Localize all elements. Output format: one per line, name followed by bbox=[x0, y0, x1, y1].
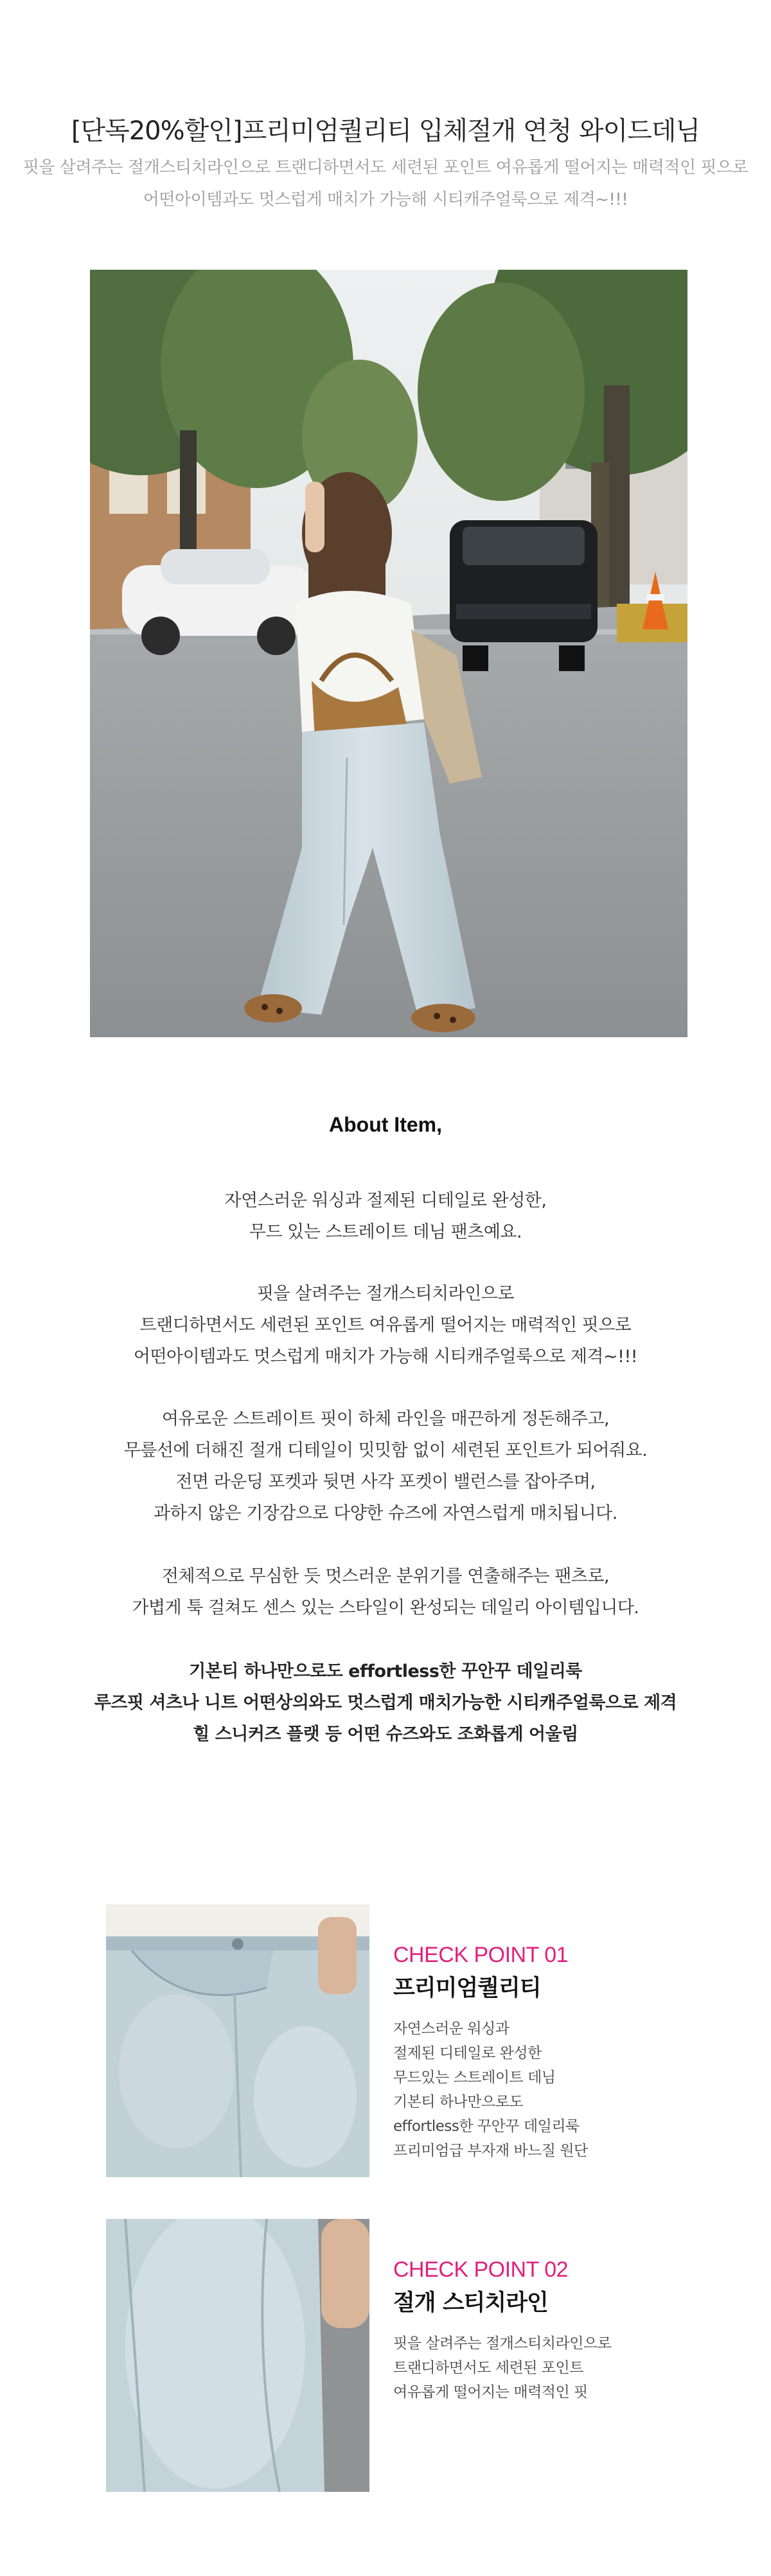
check-point-line: effortless한 꾸안꾸 데일리룩 bbox=[393, 2118, 580, 2135]
subtitle-line: 어떤아이템과도 멋스럽게 매치가 가능해 시티캐주얼룩으로 제격~!!! bbox=[143, 190, 628, 209]
check-point-02-description bbox=[393, 2331, 611, 2405]
check-point-02-label: CHECK POINT 02 bbox=[393, 2257, 569, 2282]
check-point-line: 기본티 하나만으로도 bbox=[393, 2094, 524, 2110]
street-model-photo-icon bbox=[90, 270, 687, 1037]
product-title: [단독20%할인]프리미엄퀄리티 입체절개 연청 와이드데님 bbox=[71, 116, 700, 146]
check-point-01-heading: 프리미엄퀄리티 bbox=[393, 1976, 541, 2001]
about-line: 무릎선에 더해진 절개 디테일이 밋밋함 없이 세련된 포인트가 되어줘요. bbox=[123, 1441, 648, 1460]
about-line: 무드 있는 스트레이트 데님 팬츠예요. bbox=[249, 1222, 522, 1242]
check-point-line: 여유롭게 떨어지는 매력적인 핏 bbox=[393, 2384, 588, 2401]
check-point-line: 자연스러운 워싱과 bbox=[393, 2020, 510, 2037]
check-point-line: 트랜디하면서도 세련된 포인트 bbox=[393, 2360, 583, 2376]
about-line: 핏을 살려주는 절개스티치라인으로 bbox=[257, 1284, 514, 1304]
about-line: 루즈핏 셔츠나 니트 어떤상의와도 멋스럽게 매치가능한 시티캐주얼룩으로 제격 bbox=[94, 1693, 677, 1713]
about-item-heading: About Item, bbox=[329, 1113, 442, 1136]
check-point-line: 프리미엄급 부자재 바느질 원단 bbox=[393, 2142, 588, 2159]
denim-pocket-closeup-photo-icon bbox=[106, 1904, 369, 2177]
about-line: 트랜디하면서도 세련된 포인트 여유롭게 떨어지는 매력적인 핏으로 bbox=[139, 1315, 632, 1335]
subtitle-line: 핏을 살려주는 절개스티치라인으로 트랜디하면서도 세련된 포인트 여유롭게 떨어지는 매력적인 핏으로 bbox=[22, 158, 749, 177]
check-point-02-heading: 절개 스티치라인 bbox=[393, 2290, 548, 2316]
check-point-01-photo bbox=[106, 1904, 369, 2177]
hero-street-photo bbox=[90, 270, 687, 1037]
check-point-01-description bbox=[393, 2017, 588, 2163]
about-line: 가볍게 툭 걸쳐도 센스 있는 스타일이 완성되는 데일리 아이템입니다. bbox=[132, 1598, 639, 1618]
check-point-line: 절제된 디테일로 완성한 bbox=[393, 2045, 542, 2062]
about-paragraph bbox=[0, 1278, 771, 1372]
about-line: 힐 스니커즈 플랫 등 어떤 슈즈와도 조화롭게 어울림 bbox=[193, 1724, 578, 1744]
about-paragraph bbox=[0, 1561, 771, 1624]
product-subtitle bbox=[0, 152, 771, 216]
check-point-01-label: CHECK POINT 01 bbox=[393, 1943, 569, 1967]
about-line: 전면 라운딩 포켓과 뒷면 사각 포켓이 밸런스를 잡아주며, bbox=[175, 1472, 596, 1492]
about-paragraph bbox=[0, 1185, 771, 1248]
about-line: 자연스러운 워싱과 절제된 디테일로 완성한, bbox=[224, 1191, 547, 1211]
denim-stitch-closeup-photo-icon bbox=[106, 2219, 369, 2492]
about-paragraph bbox=[0, 1403, 771, 1529]
about-line: 여유로운 스트레이트 핏이 하체 라인을 매끈하게 정돈해주고, bbox=[161, 1409, 610, 1429]
about-line: 전체적으로 무심한 듯 멋스러운 분위기를 연출해주는 팬츠로, bbox=[161, 1566, 610, 1586]
about-highlight-paragraph bbox=[0, 1656, 771, 1750]
about-line: 과하지 않은 기장감으로 다양한 슈즈에 자연스럽게 매치됩니다. bbox=[154, 1503, 617, 1523]
check-point-02-photo bbox=[106, 2219, 369, 2492]
about-line: 어떤아이템과도 멋스럽게 매치가 가능해 시티캐주얼룩으로 제격~!!! bbox=[133, 1347, 638, 1367]
check-point-line: 핏을 살려주는 절개스티치라인으로 bbox=[393, 2335, 612, 2352]
check-point-line: 무드있는 스트레이트 데님 bbox=[393, 2069, 556, 2086]
about-line: 기본티 하나만으로도 effortless한 꾸안꾸 데일리룩 bbox=[189, 1661, 582, 1681]
